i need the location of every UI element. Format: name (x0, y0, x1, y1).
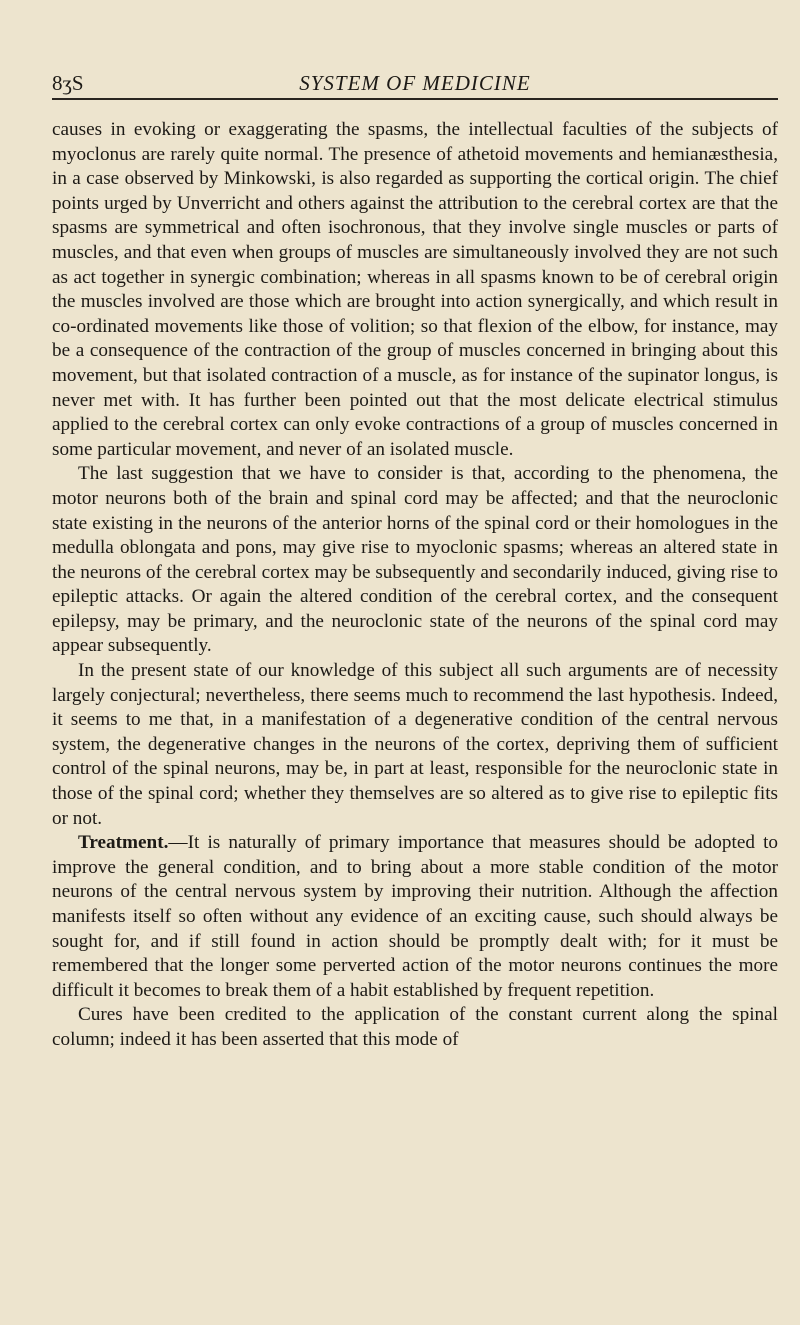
paragraph-text: Cures have been credited to the application of the constant current along the spinal column; indeed it has been asserted that this mode of (52, 1004, 778, 1050)
paragraph-text: In the present state of our knowledge of this subject all such arguments are of necessity largely conjectural; nevertheless, there seems much to recommend the last hypothesis. Indeed, it seems to me that, in a manifestation of a degenerative condition of the central nervous system, the degenerative changes in the neurons of the cortex, depriving them of sufficient control of the spinal neurons, may be, in part at least, responsible for the neuroclonic state in those of the spinal cord; whether they themselves are so altered as to give rise to epileptic fits or not. (52, 660, 778, 829)
section-heading-treatment: Treatment. (78, 832, 169, 854)
page-number: 8ʒS (52, 71, 84, 95)
paragraph (52, 118, 778, 462)
paragraph-text: The last suggestion that we have to consider is that, according to the phenomena, the motor neurons both of the brain and spinal cord may be affected; and that the neuroclonic state existing in the neurons of the anterior horns of the spinal cord or their homologues in the medulla oblongata and pons, may give rise to myoclonic spasms; whereas an altered state in the neurons of the cerebral cortex may be subsequently and secondarily induced, giving rise to epileptic attacks. Or again the altered condition of the cerebral cortex, and the consequent epilepsy, may be primary, and the neuroclonic state of the neurons of the spinal cord may appear subsequently. (52, 463, 778, 657)
paragraph (52, 831, 778, 1003)
paragraph (52, 462, 778, 659)
paragraph-text: —It is naturally of primary importance that measures should be adopted to improve the general condition, and to bring about a more stable condition of the motor neurons of the central nervous system by improving their nutrition. Although the affection manifests itself so often without any evidence of an exciting cause, such should always be sought for, and if still found in action should be promptly dealt with; for it must be remembered that the longer some perverted action of the motor neurons continues the more difficult it becomes to break them of a habit established by frequent repetition. (52, 832, 778, 1001)
paragraph-text: causes in evoking or exaggerating the spasms, the intellectual faculties of the subjects of myoclonus are rarely quite normal. The presence of athetoid movements and hemianæsthesia, in a case observed by Minkowski, is also regarded as supporting the cortical origin. The chief points urged by Unverricht and others against the attribution to the cerebral cortex are that the spasms are symmetrical and often isochronous, that they involve single muscles or parts of muscles, and that even when groups of muscles are simultaneously involved they are not such as act together in synergic combination; whereas in all spasms known to be of cerebral origin the muscles involved are those which are brought into action synergically, and which result in co-ordinated movements like those of volition; so that flexion of the elbow, for instance, may be a consequence of the contraction of the group of muscles concerned in bringing about this movement, but that isolated contraction of a muscle, as for instance of the supinator longus, is never met with. It has further been pointed out that the most delicate electrical stimulus applied to the cerebral cortex can only evoke contractions of a group of muscles concerned in some particular movement, and never of an isolated muscle. (52, 119, 778, 460)
running-head: SYSTEM OF MEDICINE (299, 71, 531, 95)
paragraph (52, 1003, 778, 1052)
page-header (52, 70, 778, 100)
body-text (52, 118, 778, 1053)
paragraph (52, 659, 778, 831)
